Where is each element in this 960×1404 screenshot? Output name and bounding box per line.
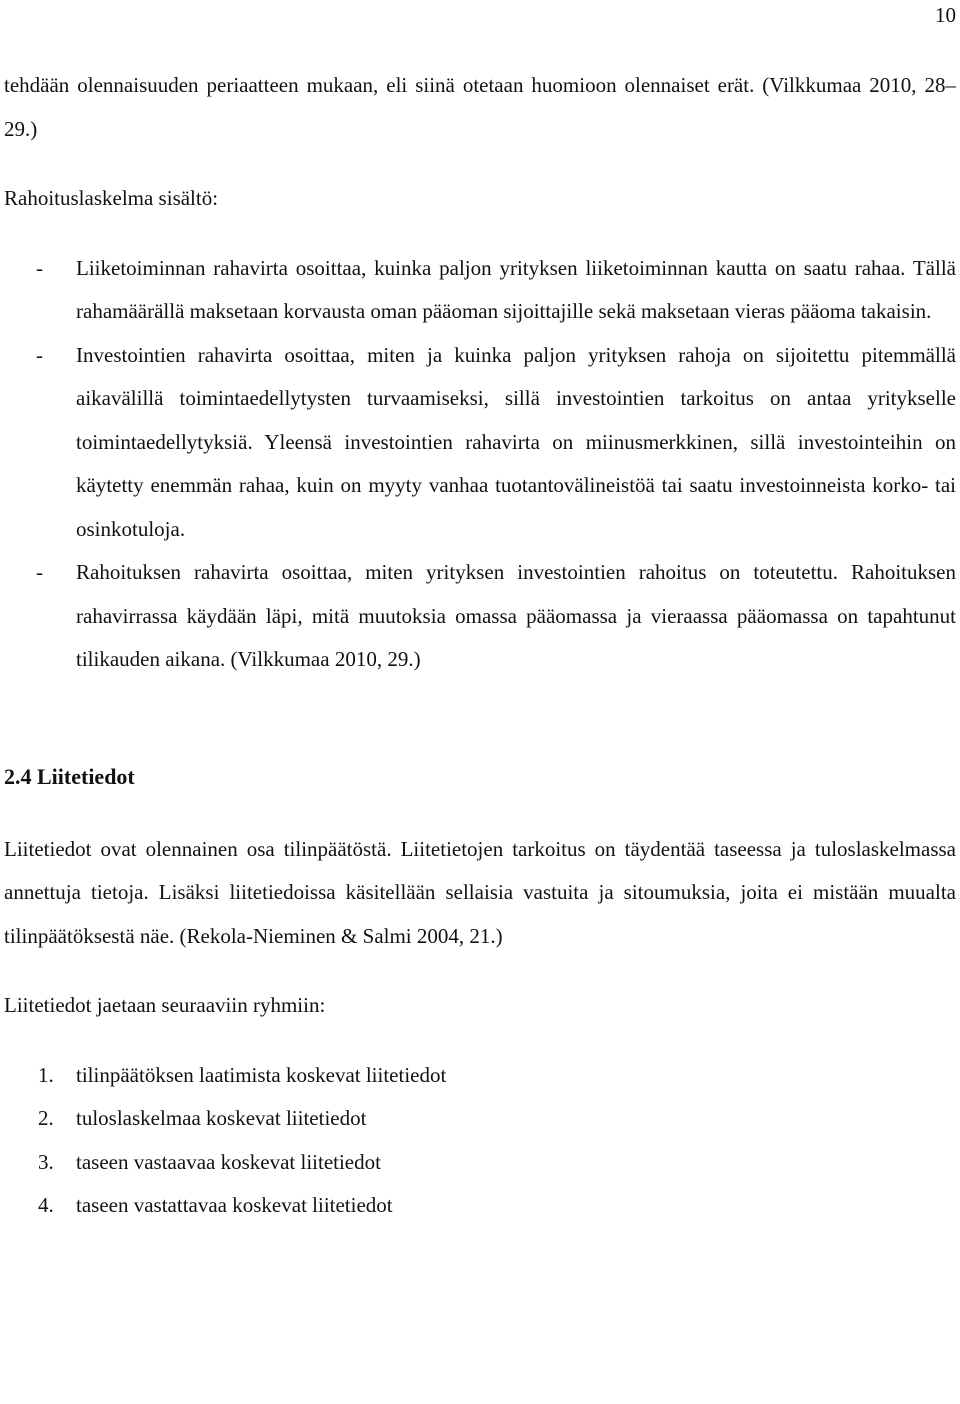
- list-item-text: Rahoituksen rahavirta osoittaa, miten yrityksen investointien rahoitus on toteutettu. Rahoituksen rahavirrassa käydään läpi, mitä muutoksia omassa pääomassa ja vieraassa pääomassa on tapahtunut tilikauden aikana. (Vilkkumaa 2010, 29.): [76, 560, 956, 671]
- list-item: [4, 1184, 956, 1228]
- list-item-text: taseen vastaavaa koskevat liitetiedot: [76, 1149, 381, 1174]
- list-item-text: tilinpäätöksen laatimista koskevat liitetiedot: [76, 1062, 447, 1087]
- cashflow-lead: Rahoituslaskelma sisältö:: [4, 186, 219, 210]
- groups-lead: Liitetiedot jaetaan seuraaviin ryhmiin:: [4, 993, 326, 1017]
- list-item: [4, 1141, 956, 1185]
- list-item: [4, 551, 956, 682]
- list-number: 1.: [38, 1062, 54, 1087]
- list-item: [4, 247, 956, 334]
- list-item-text: tuloslaskelmaa koskevat liitetiedot: [76, 1106, 367, 1130]
- groups-list: [4, 1054, 956, 1228]
- section-paragraph: Liitetiedot ovat olennainen osa tilinpäätöstä. Liitetietojen tarkoitus on täydentää taseessa ja tuloslaskelmassa annettuja tietoja. Lisäksi liitetiedoissa käsitellään sellaisia vastuita ja sitoumuksia, joita ei mistään muualta tilinpäätöksestä näe. (Rekola-Nieminen & Salmi 2004, 21.): [4, 836, 956, 948]
- list-number: 3.: [38, 1149, 54, 1174]
- intro-paragraph: tehdään olennaisuuden periaatteen mukaan, eli siinä otetaan huomioon olennaiset erät. (Vilkkumaa 2010, 28–29.): [4, 73, 956, 141]
- page-number: 10: [935, 3, 956, 27]
- list-item: [4, 1054, 956, 1098]
- list-item: [4, 1097, 956, 1141]
- list-item-text: taseen vastattavaa koskevat liitetiedot: [76, 1193, 393, 1217]
- list-bullet: -: [36, 255, 43, 280]
- list-number: 4.: [38, 1193, 54, 1217]
- list-bullet: -: [36, 560, 43, 584]
- list-item: [4, 334, 956, 552]
- cashflow-list: [4, 247, 956, 682]
- list-item-text: Investointien rahavirta osoittaa, miten ja kuinka paljon yrityksen rahoja on sijoitettu pitemmällä aikavälillä toimintaedellytysten turvaamiseksi, sillä investointien tarkoitus on antaa yritykselle toimintaedellytyksiä. Yleensä investointien rahavirta on miinusmerkkinen, sillä investointeihin on käytetty enemmän rahaa, kuin on myyty vanhaa tuotantovälineistöä tai saatu investoinneista korko- tai osinkotuloja.: [76, 342, 956, 541]
- list-number: 2.: [38, 1106, 54, 1130]
- list-bullet: -: [36, 342, 43, 367]
- document-body: [4, 64, 956, 1228]
- section-heading: 2.4 Liitetiedot: [4, 763, 135, 789]
- list-item-text: Liiketoiminnan rahavirta osoittaa, kuinka paljon yrityksen liiketoiminnan kautta on saatu rahaa. Tällä rahamäärällä maksetaan korvausta oman pääoman sijoittajille sekä maksetaan vieras pääoma takaisin.: [76, 255, 956, 323]
